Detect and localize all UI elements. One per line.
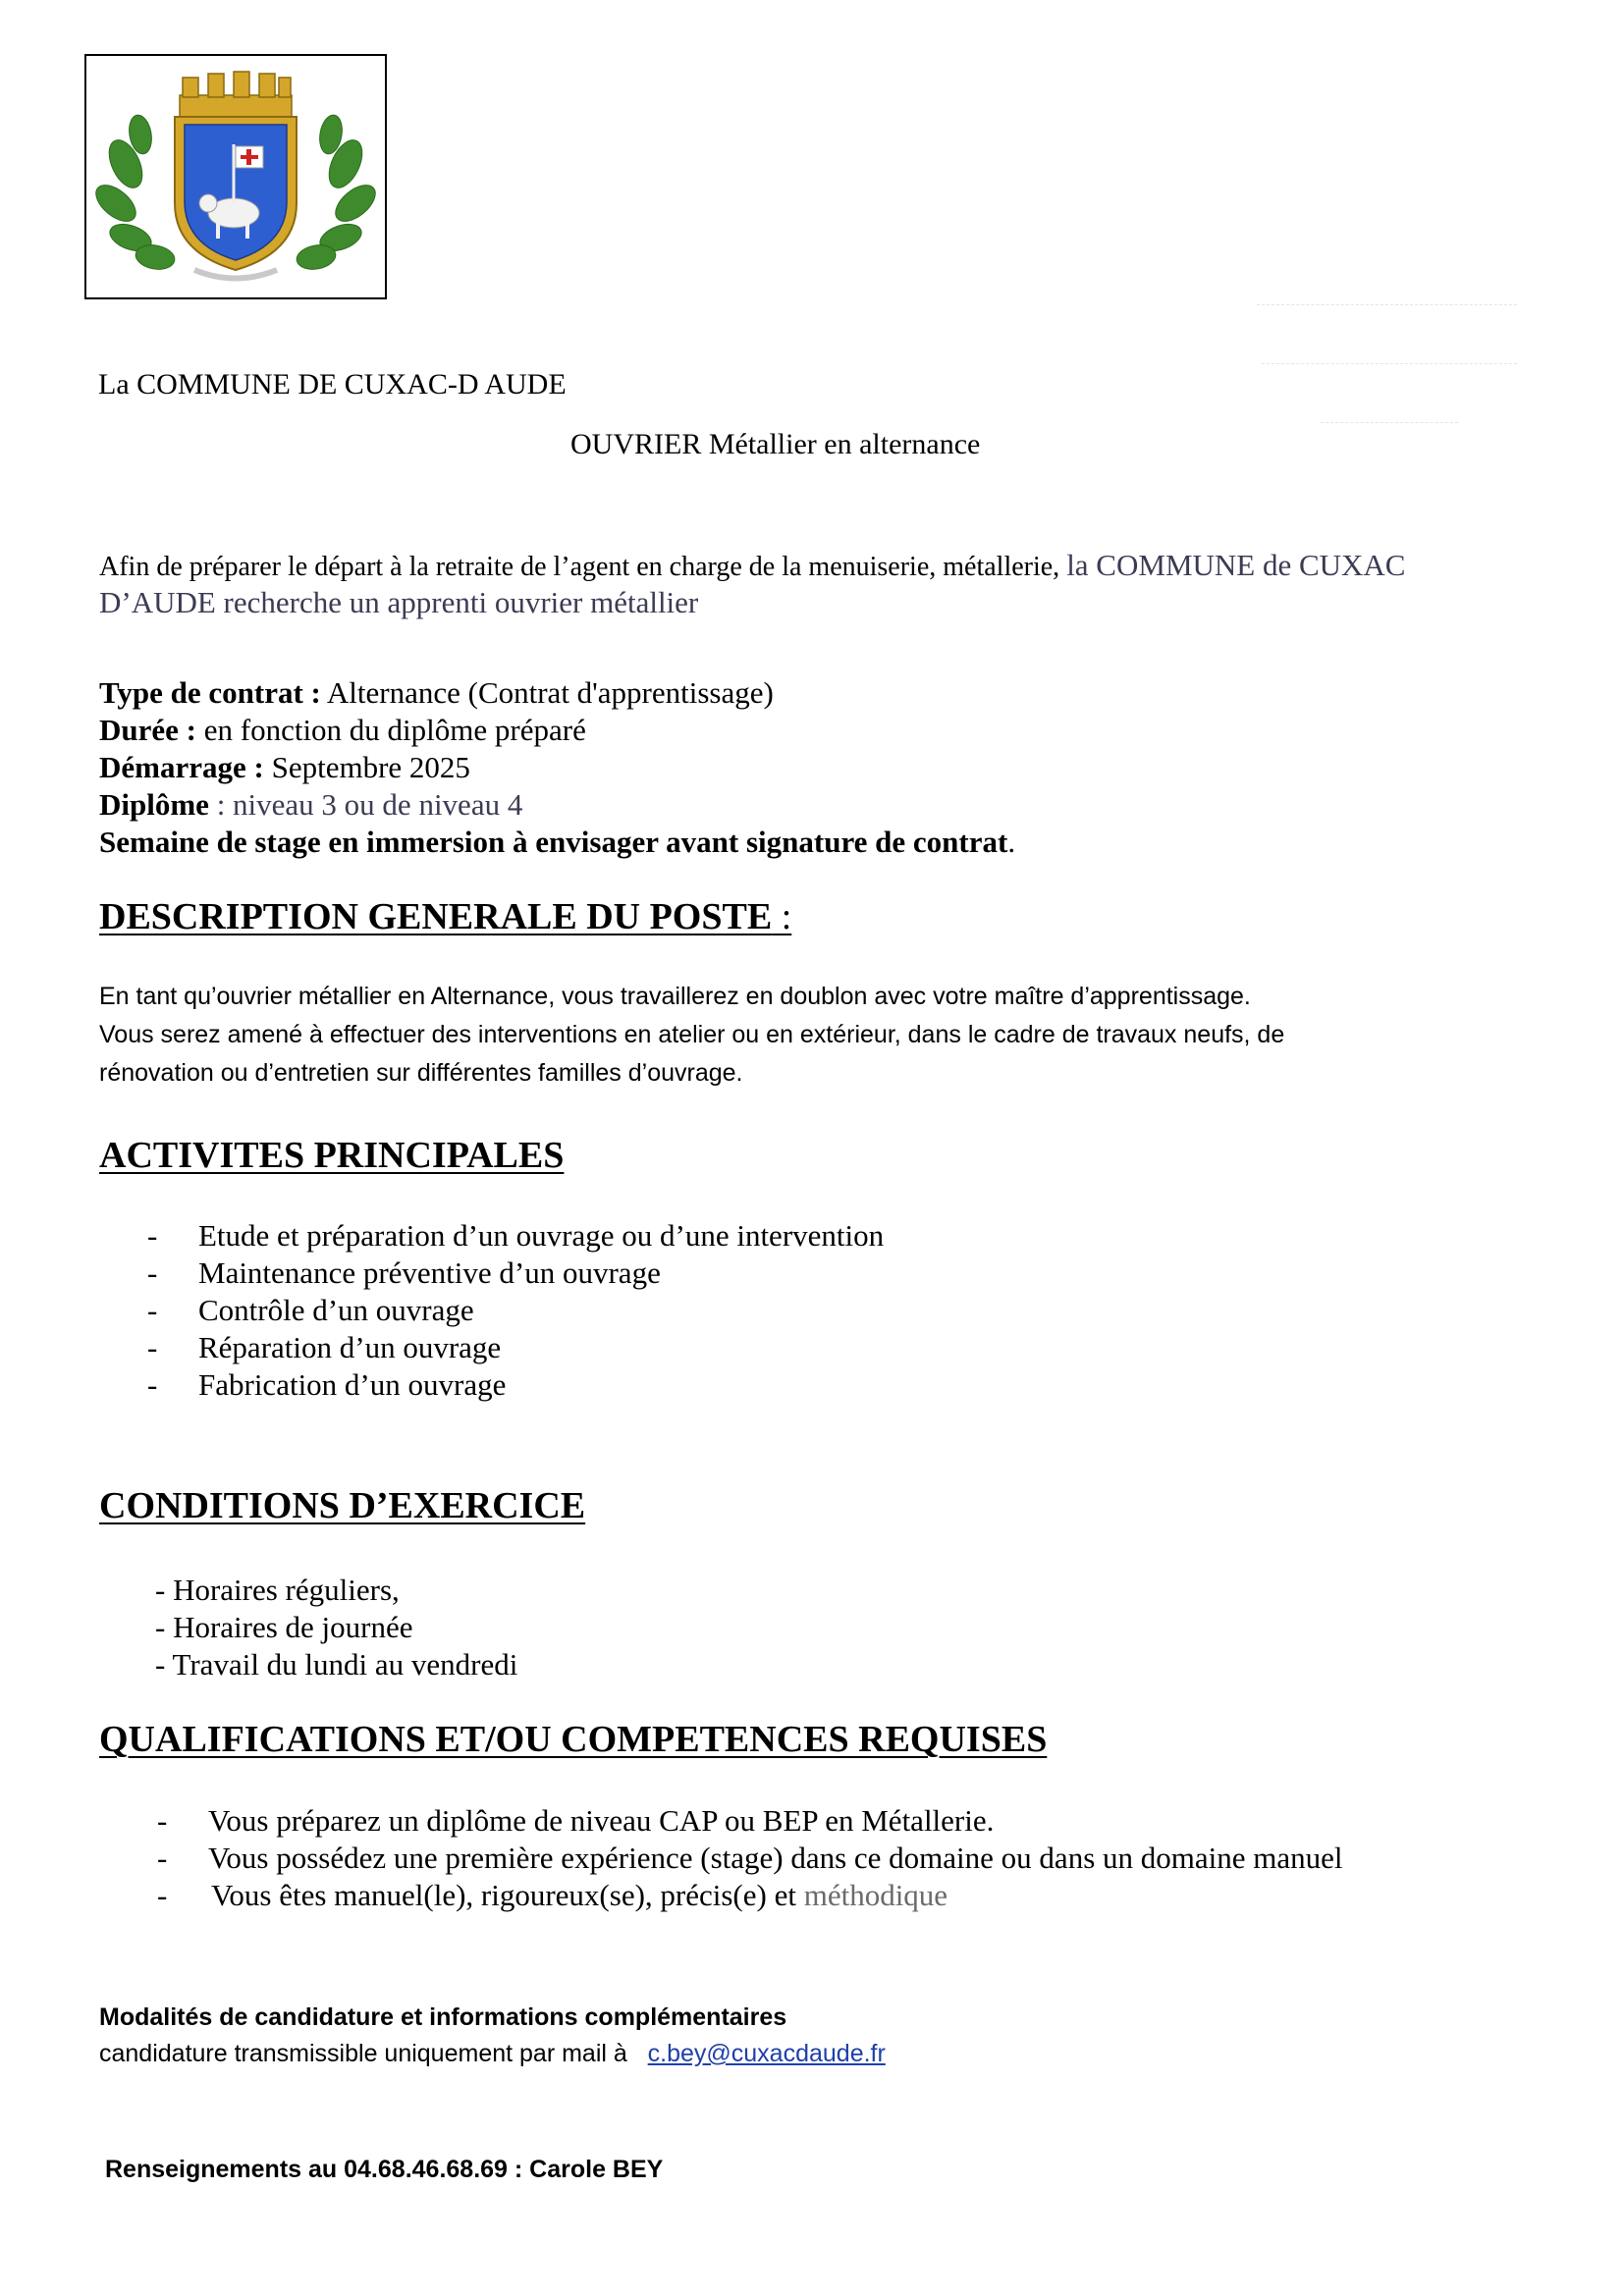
contact-info: Renseignements au 04.68.46.68.69 : Carole BEY <box>105 2156 664 2183</box>
intro-text: Afin de préparer le départ à la retraite de l’agent en charge de la menuiserie, métallerie, <box>99 552 1067 582</box>
diploma-label: Diplôme <box>99 787 209 822</box>
application-text-row <box>99 2036 886 2072</box>
description-heading-text: DESCRIPTION GENERALE DU POSTE <box>99 896 773 937</box>
description-line-3: rénovation ou d’entretien sur différentes familles d’ouvrage. <box>99 1059 743 1087</box>
contract-type-label: Type de contrat : <box>99 675 321 710</box>
faint-line <box>1262 363 1517 364</box>
description-body <box>99 978 1284 1093</box>
qualifications-list <box>0 1802 1624 1914</box>
list-item: - Horaires réguliers, <box>155 1573 400 1607</box>
faint-line <box>1321 422 1458 423</box>
job-title: OUVRIER Métallier en alternance <box>570 428 981 460</box>
description-heading <box>99 895 791 938</box>
list-item: - Fabrication d’un ouvrage <box>147 1367 507 1402</box>
activities-heading: ACTIVITES PRINCIPALES <box>99 1135 565 1176</box>
internship-note: Semaine de stage en immersion à envisager avant signature de contrat <box>99 825 1008 859</box>
application-heading: Modalités de candidature et informations complémentaires <box>99 2003 787 2031</box>
description-heading-suffix: : <box>772 896 792 937</box>
qualifications-heading: QUALIFICATIONS ET/OU COMPETENCES REQUISES <box>99 1719 1048 1760</box>
activities-list <box>0 1217 1624 1404</box>
description-line-1: En tant qu’ouvrier métallier en Alternance, vous travaillerez en doublon avec votre maître d’apprentissage. <box>99 983 1251 1010</box>
duration-row <box>99 712 1015 749</box>
conditions-heading: CONDITIONS D’EXERCICE <box>99 1485 586 1526</box>
start-row <box>99 749 1015 786</box>
internship-period: . <box>1007 825 1016 859</box>
contract-type-row <box>99 674 1015 712</box>
coat-of-arms-logo <box>84 54 387 299</box>
list-item: - Etude et préparation d’un ouvrage ou d’une intervention <box>147 1218 885 1253</box>
internship-row <box>99 824 1015 861</box>
list-item: - Horaires de journée <box>155 1610 413 1644</box>
conditions-list <box>155 1572 517 1683</box>
application-section <box>99 2000 886 2072</box>
list-item: - Contrôle d’un ouvrage <box>147 1293 474 1327</box>
list-item: - Maintenance préventive d’un ouvrage <box>147 1255 661 1290</box>
intro-line-2: D’AUDE recherche un apprenti ouvrier métallier <box>99 585 699 619</box>
list-item: - Réparation d’un ouvrage <box>147 1330 502 1364</box>
intro-commune: la COMMUNE de CUXAC <box>1066 548 1406 582</box>
start-label: Démarrage : <box>99 750 264 784</box>
start-value: Septembre 2025 <box>263 750 470 784</box>
list-item: - Travail du lundi au vendredi <box>155 1647 518 1682</box>
diploma-value: : niveau 3 ou de niveau 4 <box>208 787 523 822</box>
duration-value: en fonction du diplôme préparé <box>195 713 586 747</box>
organization-name: La COMMUNE DE CUXAC-D AUDE <box>98 368 567 400</box>
contract-type-value: Alternance (Contrat d'apprentissage) <box>320 675 774 710</box>
contract-details <box>99 674 1015 861</box>
list-item: - Vous êtes manuel(le), rigoureux(se), précis(e) et méthodique <box>157 1878 948 1912</box>
list-item: - Vous préparez un diplôme de niveau CAP ou BEP en Métallerie. <box>157 1803 995 1838</box>
faint-line <box>1257 304 1517 305</box>
email-link[interactable]: c.bey@cuxacdaude.fr <box>647 2040 886 2067</box>
diploma-row <box>99 786 1015 824</box>
coat-of-arms-icon <box>86 56 385 297</box>
qualification-methodique: méthodique <box>803 1878 948 1912</box>
application-text: candidature transmissible uniquement par mail à <box>99 2040 641 2067</box>
description-line-2: Vous serez amené à effectuer des interventions en atelier ou en extérieur, dans le cadre de travaux neufs, de <box>99 1021 1285 1048</box>
list-item: - Vous possédez une première expérience (stage) dans ce domaine ou dans un domaine manuel <box>157 1841 1343 1875</box>
duration-label: Durée : <box>99 713 196 747</box>
